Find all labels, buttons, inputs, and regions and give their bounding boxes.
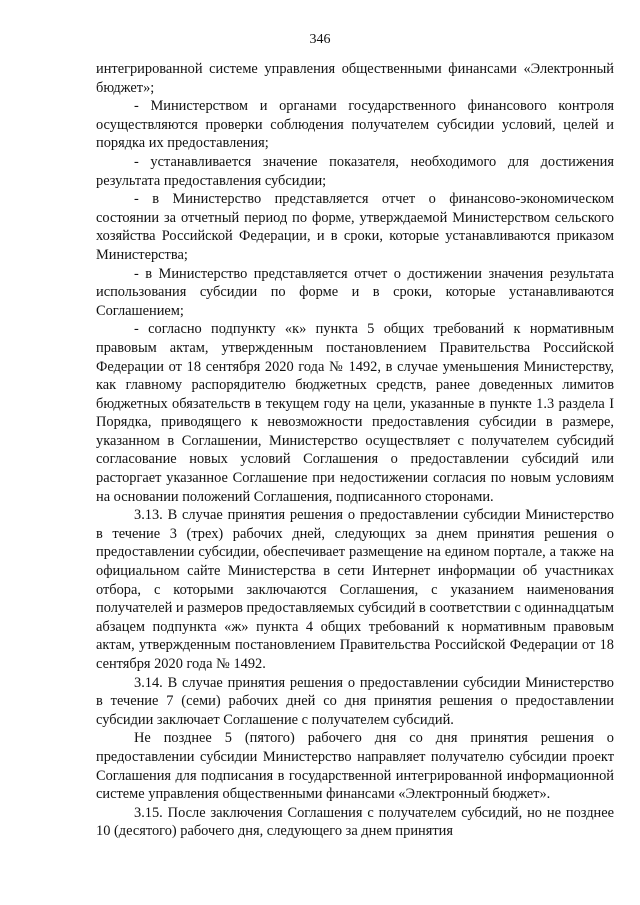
paragraph: 3.14. В случае принятия решения о предоставлении субсидии Министерство в течение 7 (семи) рабочих дней со дня принятия решения о предоставлении субсидии заключает Соглашение с получателем субсидий.: [96, 674, 614, 728]
paragraph: интегрированной системе управления общественными финансами «Электронный бюджет»;: [96, 61, 614, 96]
paragraph: 3.13. В случае принятия решения о предоставлении субсидии Министерство в течение 3 (трех) рабочих дней, следующих за днем принятия решения о предоставлении субсидии, обеспечивает размещение на едином портале, а также на официальном сайте Министерства в сети Интернет информации об участниках отбора, с которыми заключаются Соглашения, с указанием наименования получателей и размеров предоставляемых субсидий в соответствии с одиннадцатым абзацем подпункта «ж» пункта 4 общих требований к нормативным правовым актам, утвержденным постановлением Правительства Российской Федерации от 18 сентября 2020 года № 1492.: [96, 507, 615, 672]
paragraph: - в Министерство представляется отчет о финансово-экономическом состоянии за отчетный период по форме, утверждаемой Министерством сельского хозяйства Российской Федерации, и в сроки, которые устанавливаются приказом Министерства;: [96, 191, 614, 263]
document-text: [96, 60, 614, 841]
paragraph: - согласно подпункту «к» пункта 5 общих требований к нормативным правовым актам, утвержденным постановлением Правительства Российской Федерации от 18 сентября 2020 года № 1492, в случае уменьшения Министерству, как главному распорядителю бюджетных средств, ранее доведенных лимитов бюджетных обязательств в текущем году на цели, указанные в пункте 1.3 раздела I Порядка, приводящего к невозможности предоставления субсидии в размере, указанном в Соглашении, Министерство осуществляет с получателем субсидий согласование новых условий Соглашения о предоставлении субсидий или расторгает указанное Соглашение при недостижении согласия по новым условиям на основании положений Соглашения, подписанного сторонами.: [96, 321, 614, 505]
paragraph: - устанавливается значение показателя, необходимого для достижения результата предоставления субсидии;: [96, 153, 614, 189]
page-number: 346: [309, 32, 331, 47]
paragraph: Не позднее 5 (пятого) рабочего дня со дня принятия решения о предоставлении субсидии Министерство направляет получателю субсидии проект Соглашения для подписания в государственной интегрированной информационной системе управления общественными финансами «Электронный бюджет».: [96, 730, 614, 803]
paragraph: - в Министерство представляется отчет о достижении значения результата использования субсидии по форме и в сроки, которые устанавливаются Соглашением;: [96, 265, 614, 319]
paragraph: - Министерством и органами государственного финансового контроля осуществляются проверки соблюдения получателем субсидии условий, целей и порядка их предоставления;: [96, 98, 614, 152]
paragraph: 3.15. После заключения Соглашения с получателем субсидий, но не позднее 10 (десятого) рабочего дня, следующего за днем принятия: [96, 804, 614, 840]
